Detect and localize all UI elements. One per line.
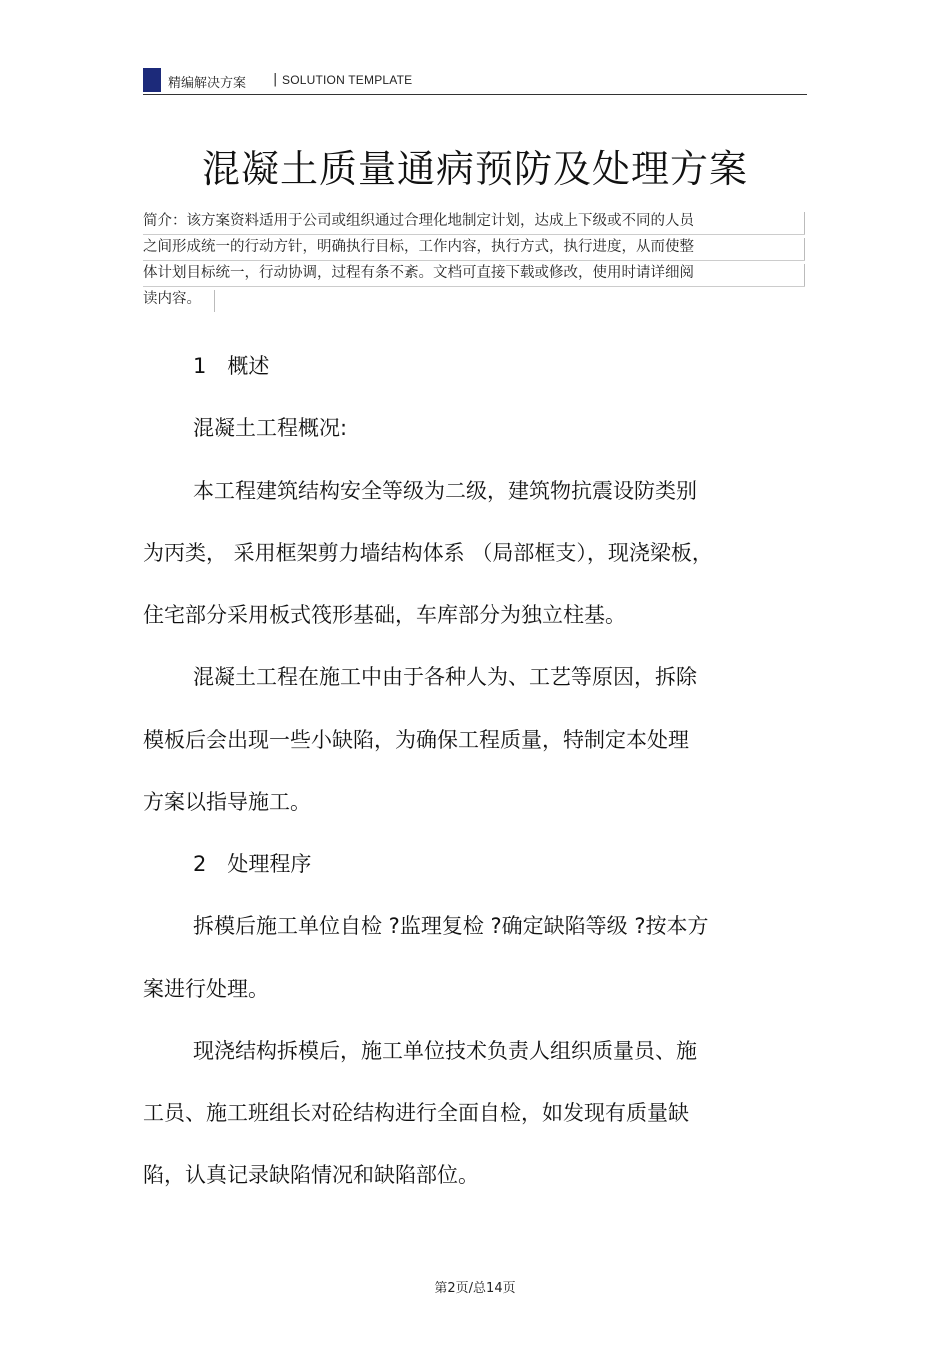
paragraph-line: 工员、施工班组长对砼结构进行全面自检，如发现有质量缺 — [143, 1101, 689, 1125]
paragraph-line: 方案以指导施工。 — [143, 790, 311, 814]
paragraph-line: 混凝土工程概况: — [193, 416, 348, 440]
paragraph-line: 现浇结构拆模后，施工单位技术负责人组织质量员、施 — [193, 1039, 697, 1063]
paragraph-line: 拆模后施工单位自检 ?监理复检 ?确定缺陷等级 ?按本方 — [193, 914, 709, 938]
page-number: 第2页/总14页 — [434, 1281, 516, 1296]
section-heading: 2 处理程序 — [193, 852, 312, 876]
paragraph-line: 混凝土工程在施工中由于各种人为、工艺等原因，拆除 — [193, 665, 697, 689]
paragraph-line: 模板后会出现一些小缺陷，为确保工程质量，特制定本处理 — [143, 728, 689, 752]
paragraph-line: 本工程建筑结构安全等级为二级，建筑物抗震设防类别 — [193, 479, 697, 503]
intro-line: 简介：该方案资料适用于公司或组织通过合理化地制定计划，达成上下级或不同的人员 — [143, 209, 805, 235]
intro-line: 读内容。 — [143, 287, 215, 312]
intro-line: 体计划目标统一，行动协调，过程有条不紊。文档可直接下载或修改，使用时请详细阅 — [143, 261, 805, 287]
logo-icon — [143, 68, 161, 92]
paragraph-line: 为丙类， 采用框架剪力墙结构体系 （局部框支），现浇梁板， — [143, 541, 713, 565]
paragraph-line: 住宅部分采用板式筏形基础，车库部分为独立柱基。 — [143, 603, 626, 627]
document-title: 混凝土质量通病预防及处理方案 — [201, 147, 748, 191]
section-heading: 1 概述 — [193, 354, 270, 378]
header-tagline: SOLUTION TEMPLATE — [282, 73, 413, 87]
intro-line: 之间形成统一的行动方针，明确执行目标，工作内容，执行方式，执行进度，从而使整 — [143, 235, 805, 261]
header-separator: | — [273, 72, 278, 87]
header-brand: 精编解决方案 — [168, 76, 247, 91]
paragraph-line: 陷，认真记录缺陷情况和缺陷部位。 — [143, 1163, 479, 1187]
paragraph-line: 案进行处理。 — [143, 977, 269, 1001]
page-header — [143, 66, 807, 95]
intro-summary — [143, 209, 805, 312]
